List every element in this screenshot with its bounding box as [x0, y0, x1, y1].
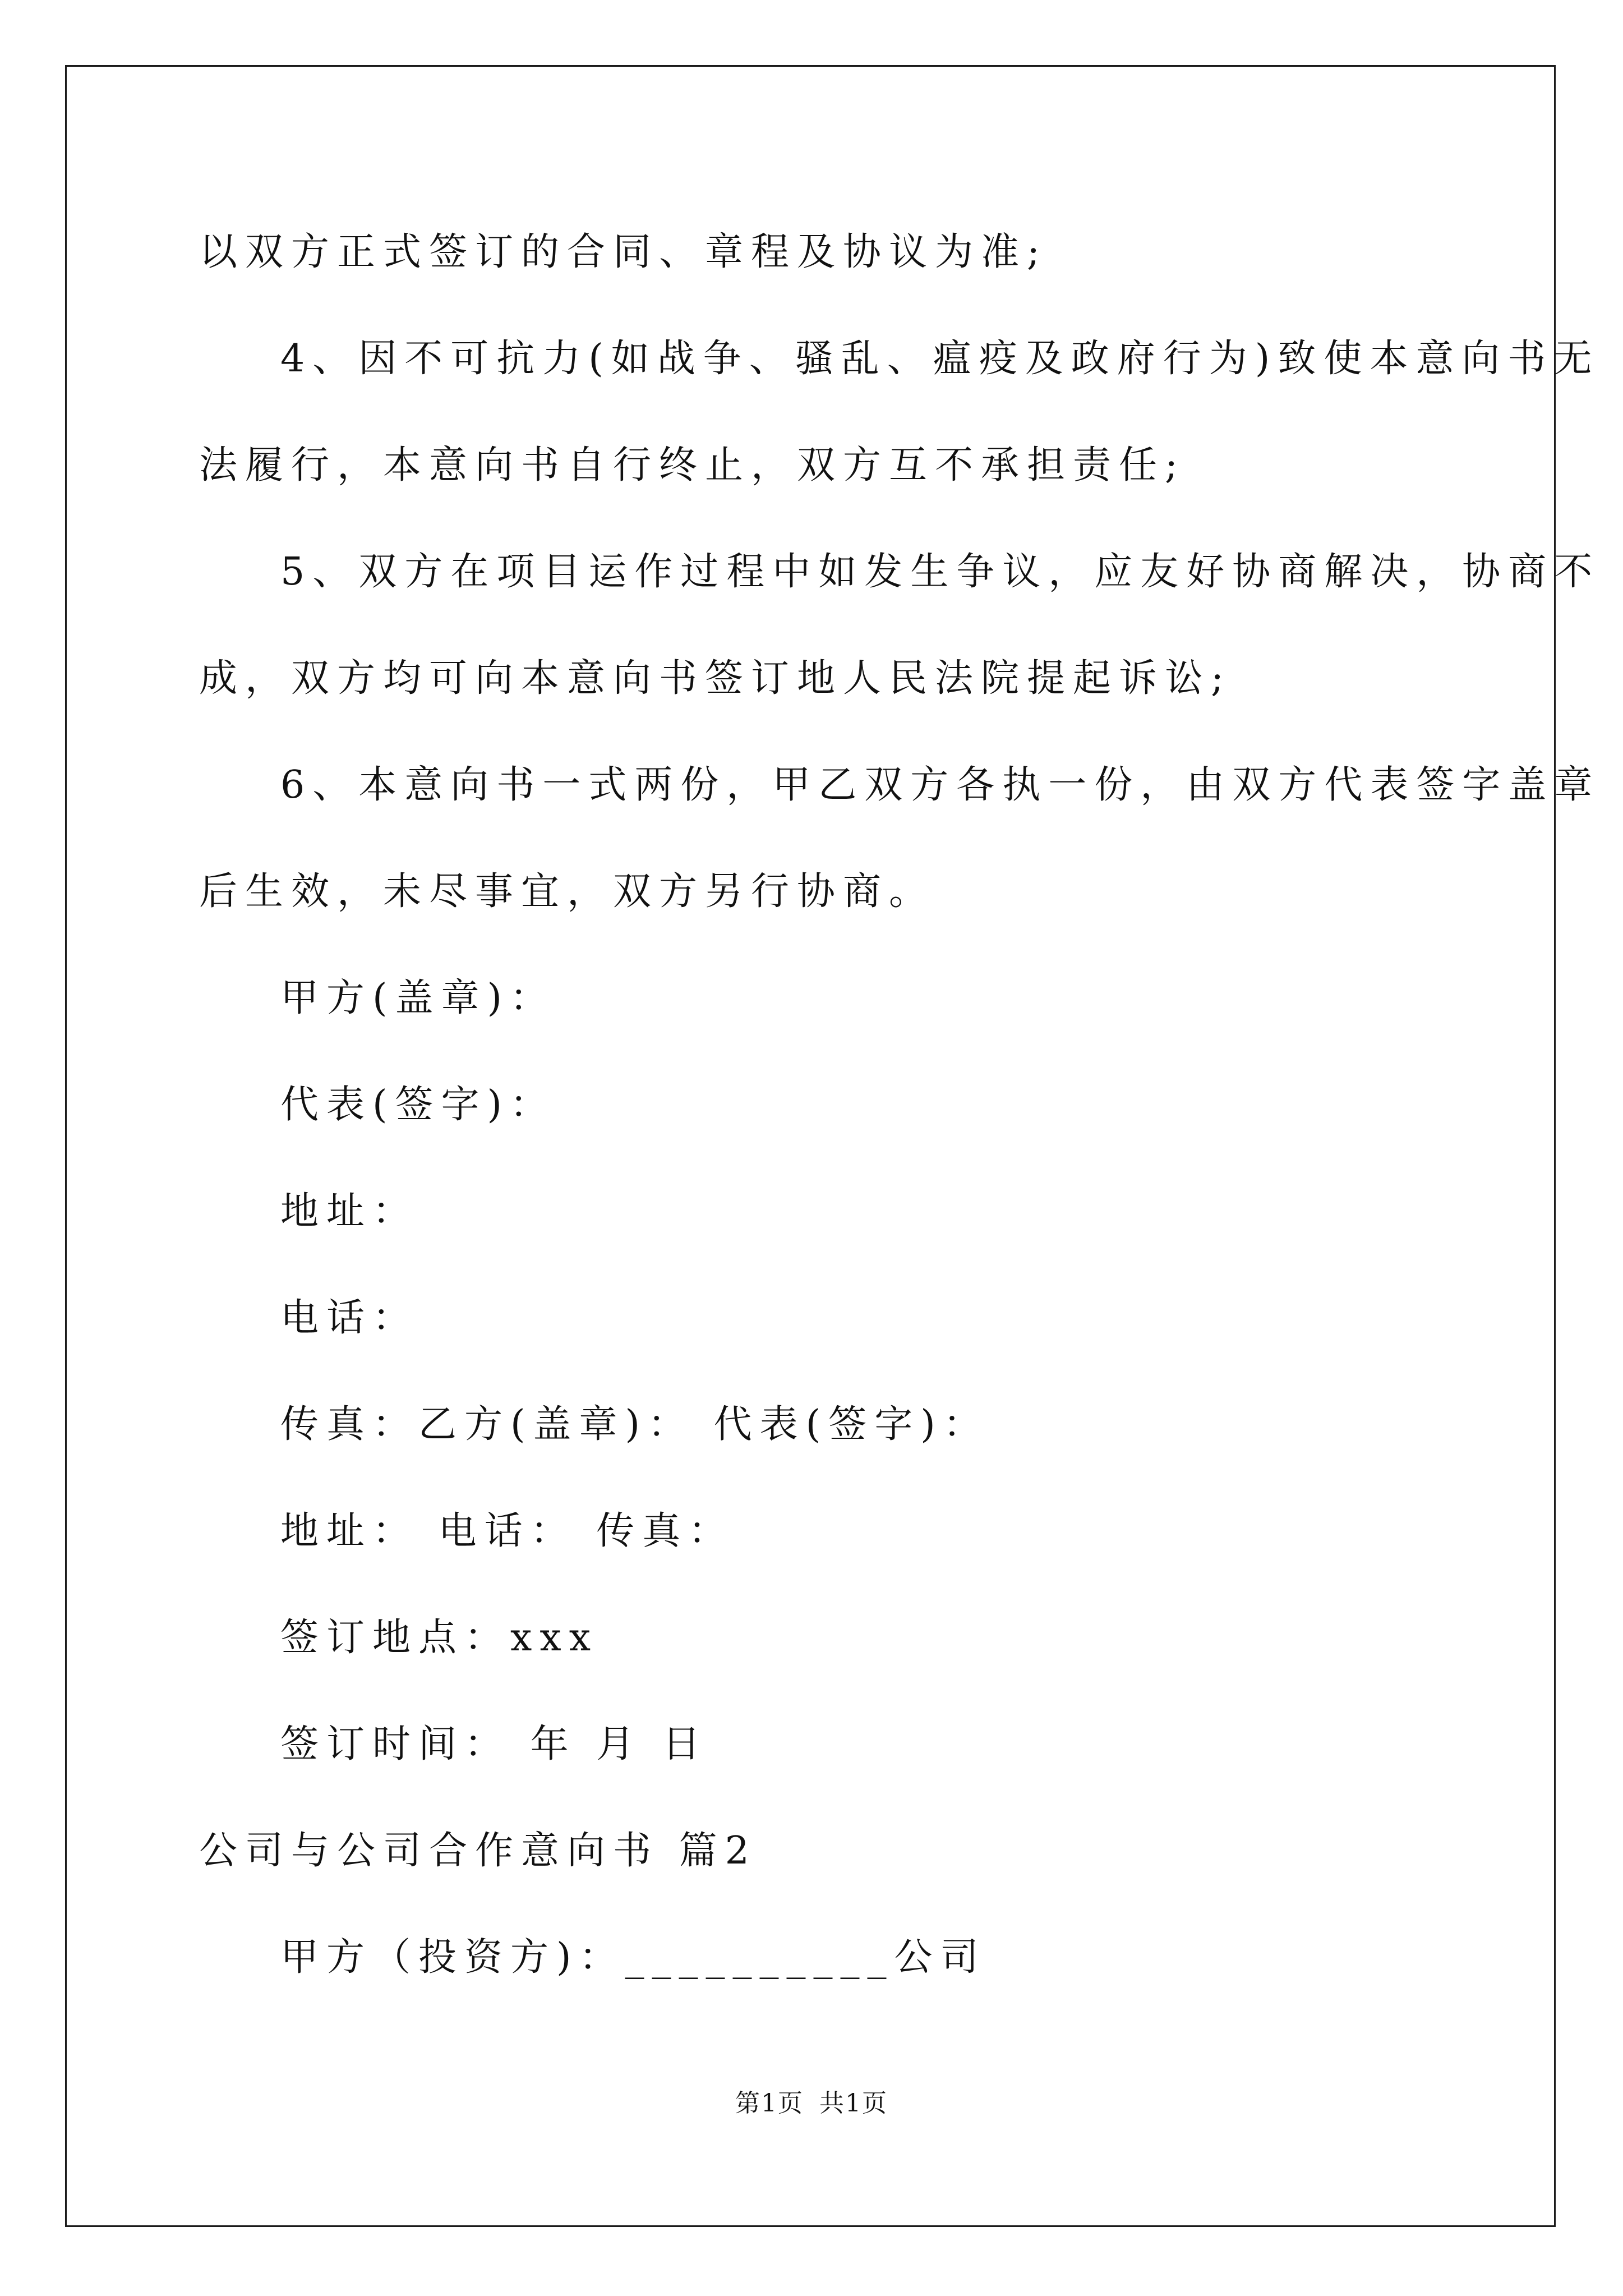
text-line-4: 5、双方在项目运作过程中如发生争议，应友好协商解决，协商不 — [280, 550, 1601, 594]
signing-place: 签订地点：xxx — [280, 1616, 599, 1660]
party-a-address: 地址： — [280, 1189, 419, 1234]
text-line-2: 4、因不可抗力(如战争、骚乱、瘟疫及政府行为)致使本意向书无 — [280, 337, 1600, 381]
text-line-7: 后生效，未尽事宜，双方另行协商。 — [199, 869, 935, 914]
text-line-3: 法履行，本意向书自行终止，双方互不承担责任; — [199, 443, 1186, 487]
page-total: 共1页 — [819, 2089, 888, 2118]
section-heading: 公司与公司合作意向书 篇2 — [199, 1829, 757, 1873]
party-a-investor: 甲方（投资方)：__________公司 — [280, 1935, 986, 1980]
text-line-6: 6、本意向书一式两份，甲乙双方各执一份，由双方代表签字盖章 — [280, 763, 1601, 807]
fax-party-b-line: 传真：乙方(盖章)： 代表(签字)： — [280, 1402, 989, 1447]
party-b-contact-line: 地址： 电话： 传真： — [280, 1509, 735, 1553]
party-a-phone: 电话： — [280, 1296, 419, 1340]
signing-date: 签订时间： 年 月 日 — [280, 1722, 708, 1766]
party-a-seal: 甲方(盖章)： — [280, 976, 556, 1020]
text-line-5: 成，双方均可向本意向书签订地人民法院提起诉讼; — [199, 656, 1232, 701]
party-a-representative: 代表(签字)： — [280, 1083, 556, 1127]
page-border — [65, 65, 1556, 2227]
page-footer — [0, 2088, 1623, 2119]
page-number: 第1页 — [735, 2089, 804, 2118]
text-line-1: 以双方正式签订的合同、章程及协议为准; — [199, 230, 1048, 274]
